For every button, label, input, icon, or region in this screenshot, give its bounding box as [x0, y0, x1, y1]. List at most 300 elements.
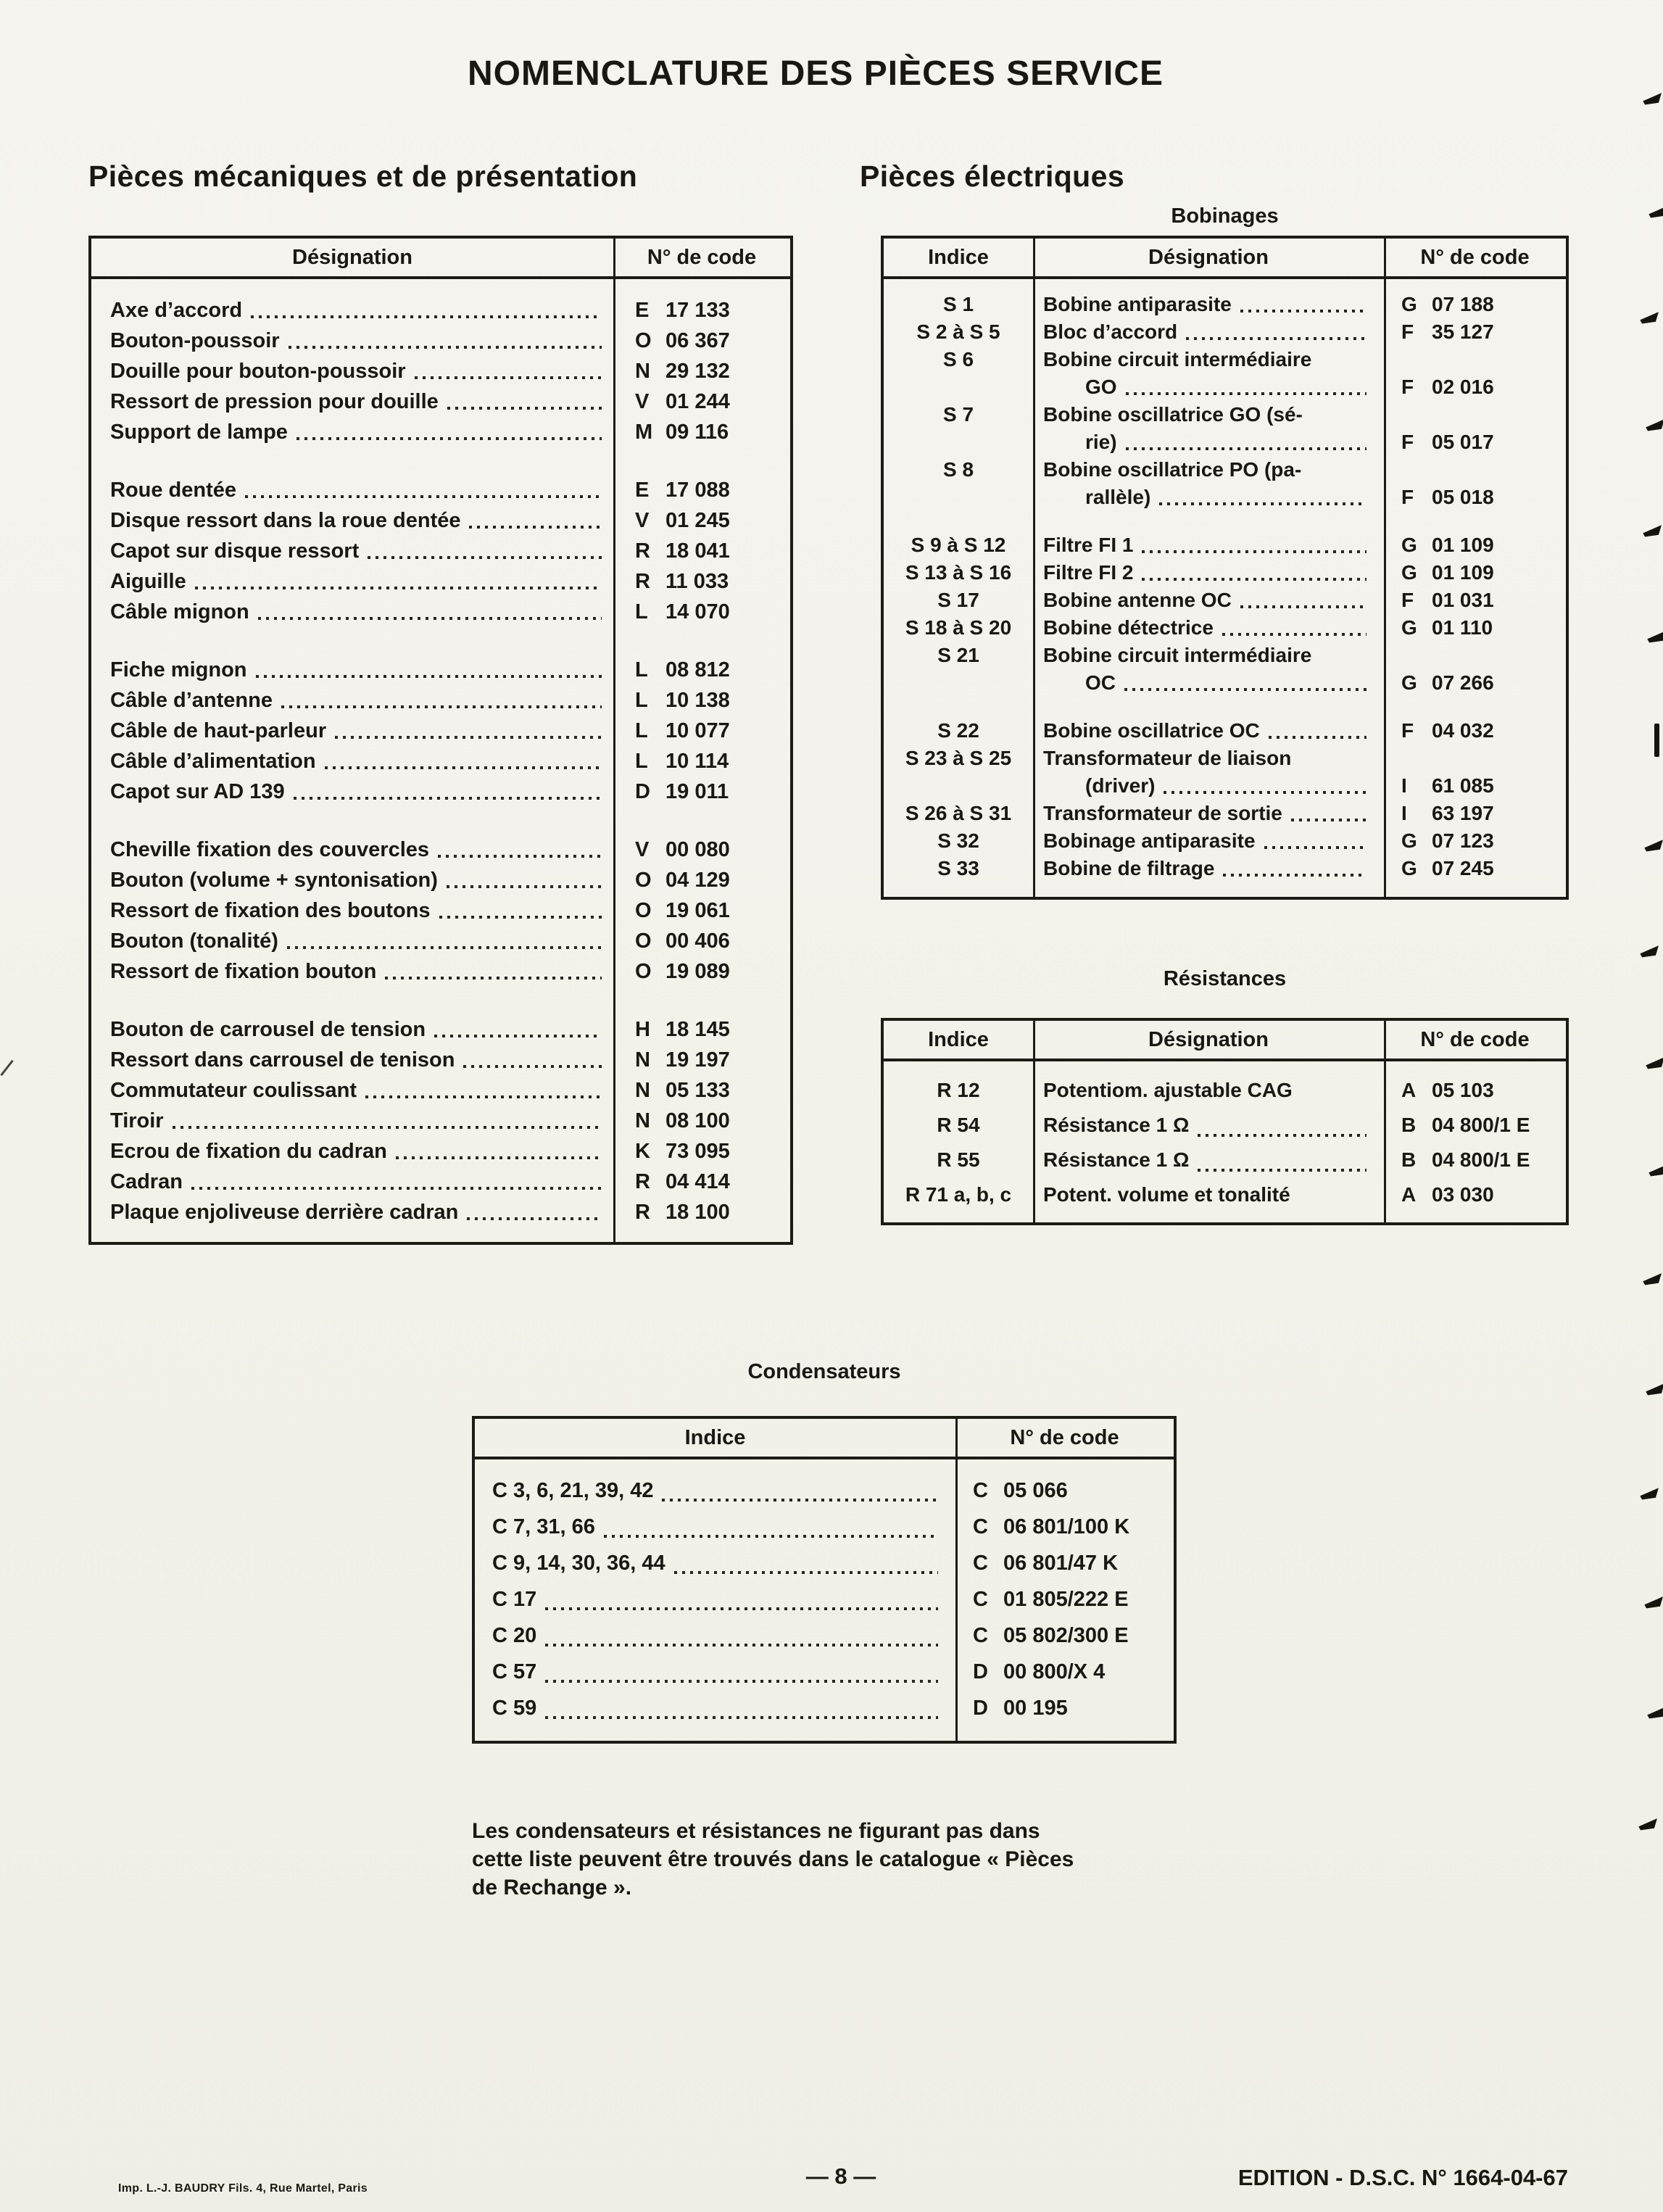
condensateurs-table-header	[475, 1419, 1174, 1459]
code-value	[613, 1106, 790, 1136]
part-designation: Cheville fixation des couvercles	[110, 838, 430, 861]
printer-credit: Imp. L.-J. BAUDRY Fils. 4, Rue Martel, Paris	[118, 2182, 368, 2195]
code-letter: G	[1401, 561, 1417, 584]
code-number: 07 188	[1432, 293, 1494, 315]
designation-text: Potentiom. ajustable CAG	[1043, 1079, 1293, 1101]
code-number: 04 032	[1432, 719, 1494, 742]
designation-text: Résistance 1 Ω	[1043, 1148, 1190, 1171]
code-value	[613, 926, 790, 956]
mechanical-row	[91, 685, 790, 716]
code-value	[613, 655, 790, 685]
code-number: 14 070	[665, 600, 730, 624]
dot-leader	[195, 587, 602, 589]
dot-leader	[173, 1126, 602, 1129]
code-number: 05 018	[1432, 486, 1494, 508]
mechanical-row	[91, 1014, 790, 1045]
designation-text: (driver)	[1085, 774, 1156, 797]
mechanical-row	[91, 716, 790, 746]
mechanical-row	[91, 1197, 790, 1227]
condensateur-row	[475, 1545, 1174, 1581]
designation-text: Bobine oscillatrice PO (pa-	[1043, 458, 1302, 481]
part-designation	[1033, 745, 1384, 800]
code-value	[613, 1075, 790, 1106]
part-designation	[1033, 855, 1384, 882]
code-value	[1384, 669, 1566, 697]
code-number: 01 245	[665, 509, 730, 532]
dot-leader	[1124, 688, 1367, 691]
code-letter: G	[1401, 671, 1417, 694]
edition-number: EDITION - D.S.C. N° 1664-04-67	[1237, 2165, 1568, 2190]
code-letter: O	[635, 960, 652, 983]
code-letter: I	[1401, 802, 1407, 824]
dot-leader	[396, 1156, 602, 1159]
resistance-row	[884, 1108, 1566, 1143]
scan-artifact	[1646, 631, 1663, 643]
designation-text: Bobine circuit intermédiaire	[1043, 644, 1312, 666]
code-value	[1384, 1073, 1566, 1108]
dot-leader	[1186, 337, 1367, 340]
bobinage-row	[884, 346, 1566, 401]
part-designation	[1033, 1108, 1384, 1143]
column-header-indice: Indice	[684, 1425, 746, 1449]
part-indice: S 21	[937, 644, 979, 666]
code-letter: D	[973, 1697, 988, 1720]
part-designation: Plaque enjoliveuse derrière cadran	[110, 1201, 459, 1224]
code-value	[1384, 1143, 1566, 1177]
code-value	[1384, 318, 1566, 346]
designation-line	[1043, 587, 1378, 614]
bobinage-row	[884, 531, 1566, 559]
code-value	[955, 1509, 1174, 1545]
condensateurs-table-body	[475, 1459, 1174, 1741]
code-value	[613, 865, 790, 895]
designation-text: Bobine antenne OC	[1043, 589, 1232, 611]
dot-leader	[439, 916, 602, 919]
designation-line	[1043, 669, 1378, 697]
column-header-designation: Désignation	[1148, 245, 1269, 269]
designation-line	[1043, 717, 1378, 745]
dot-leader	[256, 675, 602, 678]
code-number: 04 800/1 E	[1432, 1114, 1530, 1136]
bobinage-row	[884, 800, 1566, 827]
dot-leader	[251, 315, 602, 318]
code-value	[613, 356, 790, 386]
code-value	[613, 417, 790, 447]
dot-leader	[191, 1187, 602, 1190]
bobinages-table-body	[884, 279, 1566, 897]
part-indice: S 1	[942, 293, 974, 315]
scan-artifact	[1639, 312, 1660, 324]
code-number: 02 016	[1432, 376, 1494, 398]
dot-leader	[1240, 605, 1367, 608]
code-letter: C	[973, 1588, 988, 1611]
code-number: 00 800/X 4	[1003, 1660, 1106, 1683]
part-designation: Ressort dans carrousel de tenison	[110, 1048, 455, 1072]
code-number: 18 145	[665, 1018, 730, 1041]
dot-leader	[365, 1095, 602, 1098]
part-indice: C 17	[492, 1588, 537, 1611]
designation-line	[1043, 1073, 1378, 1108]
mechanical-row	[91, 776, 790, 807]
dot-leader	[469, 526, 602, 529]
code-number: 05 802/300 E	[1003, 1624, 1129, 1647]
subsection-heading-condensateurs: Condensateurs	[747, 1360, 901, 1383]
part-indice: S 7	[942, 403, 974, 426]
code-value	[613, 505, 790, 536]
part-designation: Bouton-poussoir	[110, 329, 280, 352]
part-indice: S 18 à S 20	[905, 616, 1012, 639]
designation-text: Filtre FI 1	[1043, 534, 1134, 556]
scan-artifact	[1645, 1057, 1663, 1069]
code-number: 01 805/222 E	[1003, 1588, 1129, 1611]
code-letter: D	[635, 780, 650, 803]
dot-leader	[1142, 578, 1367, 581]
condensateur-row	[475, 1581, 1174, 1617]
code-number: 35 127	[1432, 320, 1494, 343]
code-value	[613, 895, 790, 926]
designation-line	[1043, 373, 1378, 401]
code-value	[613, 566, 790, 597]
scan-artifact	[1654, 724, 1659, 757]
part-designation	[1033, 800, 1384, 827]
bobinage-row	[884, 587, 1566, 614]
code-letter: R	[635, 1170, 650, 1193]
code-value	[613, 475, 790, 505]
dot-leader	[335, 736, 602, 739]
code-letter: V	[635, 838, 650, 861]
condensateur-row	[475, 1617, 1174, 1654]
bobinage-row	[884, 745, 1566, 800]
part-indice: S 6	[942, 348, 974, 370]
mechanical-row	[91, 417, 790, 447]
code-number: 05 103	[1432, 1079, 1494, 1101]
designation-line	[1043, 1143, 1378, 1177]
code-value	[613, 834, 790, 865]
part-designation: Ressort de fixation bouton	[110, 960, 377, 983]
code-number: 00 195	[1003, 1697, 1068, 1720]
dot-leader	[1126, 447, 1367, 450]
dot-leader	[447, 407, 602, 410]
condensateur-row	[475, 1690, 1174, 1726]
designation-line	[1043, 1177, 1378, 1212]
designation-text: Bobine détectrice	[1043, 616, 1214, 639]
part-designation	[1033, 827, 1384, 855]
part-designation: Bouton de carrousel de tension	[110, 1018, 426, 1041]
dot-leader	[1269, 736, 1367, 739]
part-indice: R 54	[937, 1114, 980, 1136]
code-value	[955, 1690, 1174, 1726]
code-value	[955, 1617, 1174, 1654]
part-designation: Axe d’accord	[110, 299, 243, 322]
code-letter: E	[635, 479, 650, 502]
code-number: 18 041	[665, 539, 730, 563]
part-indice: S 2 à S 5	[916, 320, 1000, 343]
dot-leader	[674, 1571, 938, 1574]
part-designation: Tiroir	[110, 1109, 164, 1132]
code-letter: B	[1401, 1148, 1417, 1171]
mechanical-row	[91, 475, 790, 505]
part-designation	[1033, 1143, 1384, 1177]
column-header-indice: Indice	[928, 1027, 989, 1051]
mechanical-row	[91, 1075, 790, 1106]
dot-leader	[1222, 633, 1367, 636]
code-number: 01 031	[1432, 589, 1494, 611]
designation-line	[1043, 745, 1378, 772]
code-number: 73 095	[665, 1140, 730, 1163]
designation-line	[1043, 484, 1378, 511]
part-designation	[1033, 587, 1384, 614]
resistance-row	[884, 1143, 1566, 1177]
code-number: 06 367	[665, 329, 730, 352]
dot-leader	[1264, 846, 1367, 849]
code-value	[955, 1472, 1174, 1509]
code-number: 10 138	[665, 689, 730, 712]
code-number: 01 110	[1432, 616, 1493, 639]
code-letter: F	[1401, 486, 1414, 508]
dot-leader	[325, 766, 602, 769]
condensateur-row	[475, 1654, 1174, 1690]
designation-line	[1043, 291, 1378, 318]
bobinage-row	[884, 318, 1566, 346]
code-value	[613, 536, 790, 566]
subsection-heading-bobinages: Bobinages	[1171, 204, 1279, 228]
designation-line	[1043, 800, 1378, 827]
code-letter: L	[635, 658, 648, 682]
footnote	[472, 1817, 1211, 1902]
code-value	[613, 295, 790, 326]
code-letter: N	[635, 1079, 650, 1102]
code-value	[613, 1197, 790, 1227]
part-designation: Capot sur disque ressort	[110, 539, 360, 563]
dot-leader	[545, 1644, 938, 1646]
dot-leader	[281, 705, 602, 708]
designation-text: rallèle)	[1085, 486, 1151, 508]
part-designation	[1033, 401, 1384, 456]
code-letter: A	[1401, 1183, 1417, 1206]
code-letter: R	[635, 1201, 650, 1224]
code-number: 03 030	[1432, 1183, 1494, 1206]
part-designation: Douille pour bouton-poussoir	[110, 360, 406, 383]
dot-leader	[1198, 1134, 1367, 1137]
code-value	[613, 386, 790, 417]
column-divider	[1384, 1021, 1386, 1222]
dot-leader	[368, 556, 602, 559]
code-number: 04 800/1 E	[1432, 1148, 1530, 1171]
mechanical-row	[91, 746, 790, 776]
resistances-table-header	[884, 1021, 1566, 1061]
dot-leader	[289, 346, 602, 349]
designation-line	[1043, 614, 1378, 642]
part-designation	[1033, 559, 1384, 587]
column-header-code: N° de code	[1420, 245, 1530, 269]
code-value	[1384, 559, 1566, 587]
code-value	[1384, 855, 1566, 882]
designation-line	[1043, 531, 1378, 559]
mechanical-table-header	[91, 239, 790, 279]
code-number: 07 266	[1432, 671, 1494, 694]
code-number: 11 033	[665, 570, 729, 593]
dot-leader	[296, 437, 602, 440]
designation-text: Filtre FI 2	[1043, 561, 1134, 584]
code-letter: C	[973, 1552, 988, 1575]
part-indice: S 22	[937, 719, 979, 742]
designation-text: Bobine de filtrage	[1043, 857, 1215, 879]
part-designation: Commutateur coulissant	[110, 1079, 357, 1102]
mechanical-row	[91, 597, 790, 627]
part-designation: Ecrou de fixation du cadran	[110, 1140, 387, 1163]
code-letter: L	[635, 600, 648, 624]
designation-line	[1043, 401, 1378, 428]
mechanical-row	[91, 1045, 790, 1075]
code-number: 29 132	[665, 360, 730, 383]
mechanical-row	[91, 1167, 790, 1197]
scan-artifact	[1642, 93, 1663, 105]
column-divider	[613, 239, 615, 1242]
mechanical-row	[91, 326, 790, 356]
code-letter: G	[1401, 293, 1417, 315]
scan-artifact	[1648, 206, 1663, 218]
code-value	[1384, 717, 1566, 745]
part-designation: Bouton (volume + syntonisation)	[110, 869, 438, 892]
column-header-designation: Désignation	[292, 245, 412, 269]
code-number: 01 109	[1432, 534, 1494, 556]
designation-line	[1043, 559, 1378, 587]
code-number: 19 061	[665, 899, 730, 922]
designation-line	[1043, 428, 1378, 456]
dot-leader	[1142, 550, 1367, 553]
footnote-line: Les condensateurs et résistances ne figurant pas dans	[472, 1819, 1040, 1843]
column-divider	[1033, 1021, 1035, 1222]
designation-text: Résistance 1 Ω	[1043, 1114, 1190, 1136]
part-designation	[1033, 531, 1384, 559]
dot-leader	[545, 1680, 938, 1683]
part-designation: Cadran	[110, 1170, 183, 1193]
code-letter: L	[635, 689, 648, 712]
designation-text: rie)	[1085, 431, 1117, 453]
code-letter: L	[635, 719, 648, 742]
designation-text: Transformateur de sortie	[1043, 802, 1282, 824]
scan-artifact	[1642, 525, 1663, 537]
page-number: — 8 —	[805, 2163, 876, 2189]
code-number: 18 100	[665, 1201, 730, 1224]
footnote-line: cette liste peuvent être trouvés dans le catalogue « Pièces	[472, 1847, 1074, 1871]
designation-line	[1043, 318, 1378, 346]
code-value	[1384, 772, 1566, 800]
dot-leader	[463, 1065, 602, 1068]
code-letter: G	[1401, 534, 1417, 556]
column-divider	[1384, 239, 1386, 897]
code-value	[613, 326, 790, 356]
scan-artifact	[1645, 1383, 1663, 1396]
code-letter: M	[635, 421, 653, 444]
mechanical-row	[91, 865, 790, 895]
code-number: 01 109	[1432, 561, 1494, 584]
designation-line	[1043, 1108, 1378, 1143]
bobinage-row	[884, 827, 1566, 855]
column-header-code: N° de code	[1010, 1425, 1119, 1449]
part-designation: Aiguille	[110, 570, 186, 593]
scan-artifact	[1642, 1273, 1663, 1285]
column-divider	[955, 1419, 958, 1741]
mechanical-row	[91, 1136, 790, 1167]
dot-leader	[1223, 874, 1367, 877]
code-letter: C	[973, 1515, 988, 1538]
code-value	[1384, 1108, 1566, 1143]
code-letter: A	[1401, 1079, 1417, 1101]
code-value	[613, 1167, 790, 1197]
dot-leader	[1164, 791, 1367, 794]
part-indice: C 57	[492, 1660, 537, 1683]
code-number: 17 088	[665, 479, 730, 502]
code-number: 04 414	[665, 1170, 730, 1193]
dot-leader	[287, 946, 602, 949]
designation-text: Bobine circuit intermédiaire	[1043, 348, 1312, 370]
part-indice: S 23 à S 25	[905, 747, 1012, 769]
dot-leader	[294, 797, 602, 800]
code-letter: E	[635, 299, 650, 322]
code-value	[1384, 484, 1566, 511]
mechanical-row	[91, 505, 790, 536]
dot-leader	[385, 977, 602, 979]
code-value	[613, 1014, 790, 1045]
code-number: 04 129	[665, 869, 730, 892]
code-number: 05 133	[665, 1079, 730, 1102]
bobinage-row	[884, 717, 1566, 745]
scan-artifact	[1643, 840, 1663, 852]
code-number: 10 077	[665, 719, 730, 742]
part-designation	[1033, 614, 1384, 642]
code-number: 17 133	[665, 299, 730, 322]
part-designation: Câble mignon	[110, 600, 249, 624]
part-indice: R 71 a, b, c	[905, 1183, 1012, 1206]
designation-text: OC	[1085, 671, 1116, 694]
code-letter: L	[635, 750, 648, 773]
code-letter: F	[1401, 589, 1414, 611]
column-header-indice: Indice	[928, 245, 989, 269]
condensateur-row	[475, 1509, 1174, 1545]
code-letter: G	[1401, 857, 1417, 879]
part-designation	[1033, 1073, 1384, 1108]
code-value	[1384, 531, 1566, 559]
bobinage-row	[884, 642, 1566, 697]
part-designation	[1033, 642, 1384, 697]
code-number: 05 017	[1432, 431, 1494, 453]
dot-leader	[662, 1499, 938, 1501]
code-letter: O	[635, 869, 652, 892]
code-letter: D	[973, 1660, 988, 1683]
designation-line	[1043, 855, 1378, 882]
part-designation: Fiche mignon	[110, 658, 247, 682]
code-number: 10 114	[665, 750, 729, 773]
code-letter: O	[635, 929, 652, 953]
dot-leader	[415, 376, 602, 379]
code-number: 19 011	[665, 780, 729, 803]
part-designation: Câble de haut-parleur	[110, 719, 327, 742]
scan-artifact	[1648, 1164, 1663, 1177]
part-indice: C 3, 6, 21, 39, 42	[492, 1479, 654, 1502]
code-letter: O	[635, 899, 652, 922]
code-letter: H	[635, 1018, 650, 1041]
section-heading-pieces-electriques: Pièces électriques	[860, 160, 1125, 193]
code-letter: F	[1401, 431, 1414, 453]
bobinages-table	[881, 236, 1569, 900]
mechanical-row	[91, 926, 790, 956]
code-value	[613, 1045, 790, 1075]
part-indice: R 55	[937, 1148, 980, 1171]
part-designation	[1033, 318, 1384, 346]
code-number: 06 801/47 K	[1003, 1552, 1119, 1575]
code-number: 06 801/100 K	[1003, 1515, 1130, 1538]
